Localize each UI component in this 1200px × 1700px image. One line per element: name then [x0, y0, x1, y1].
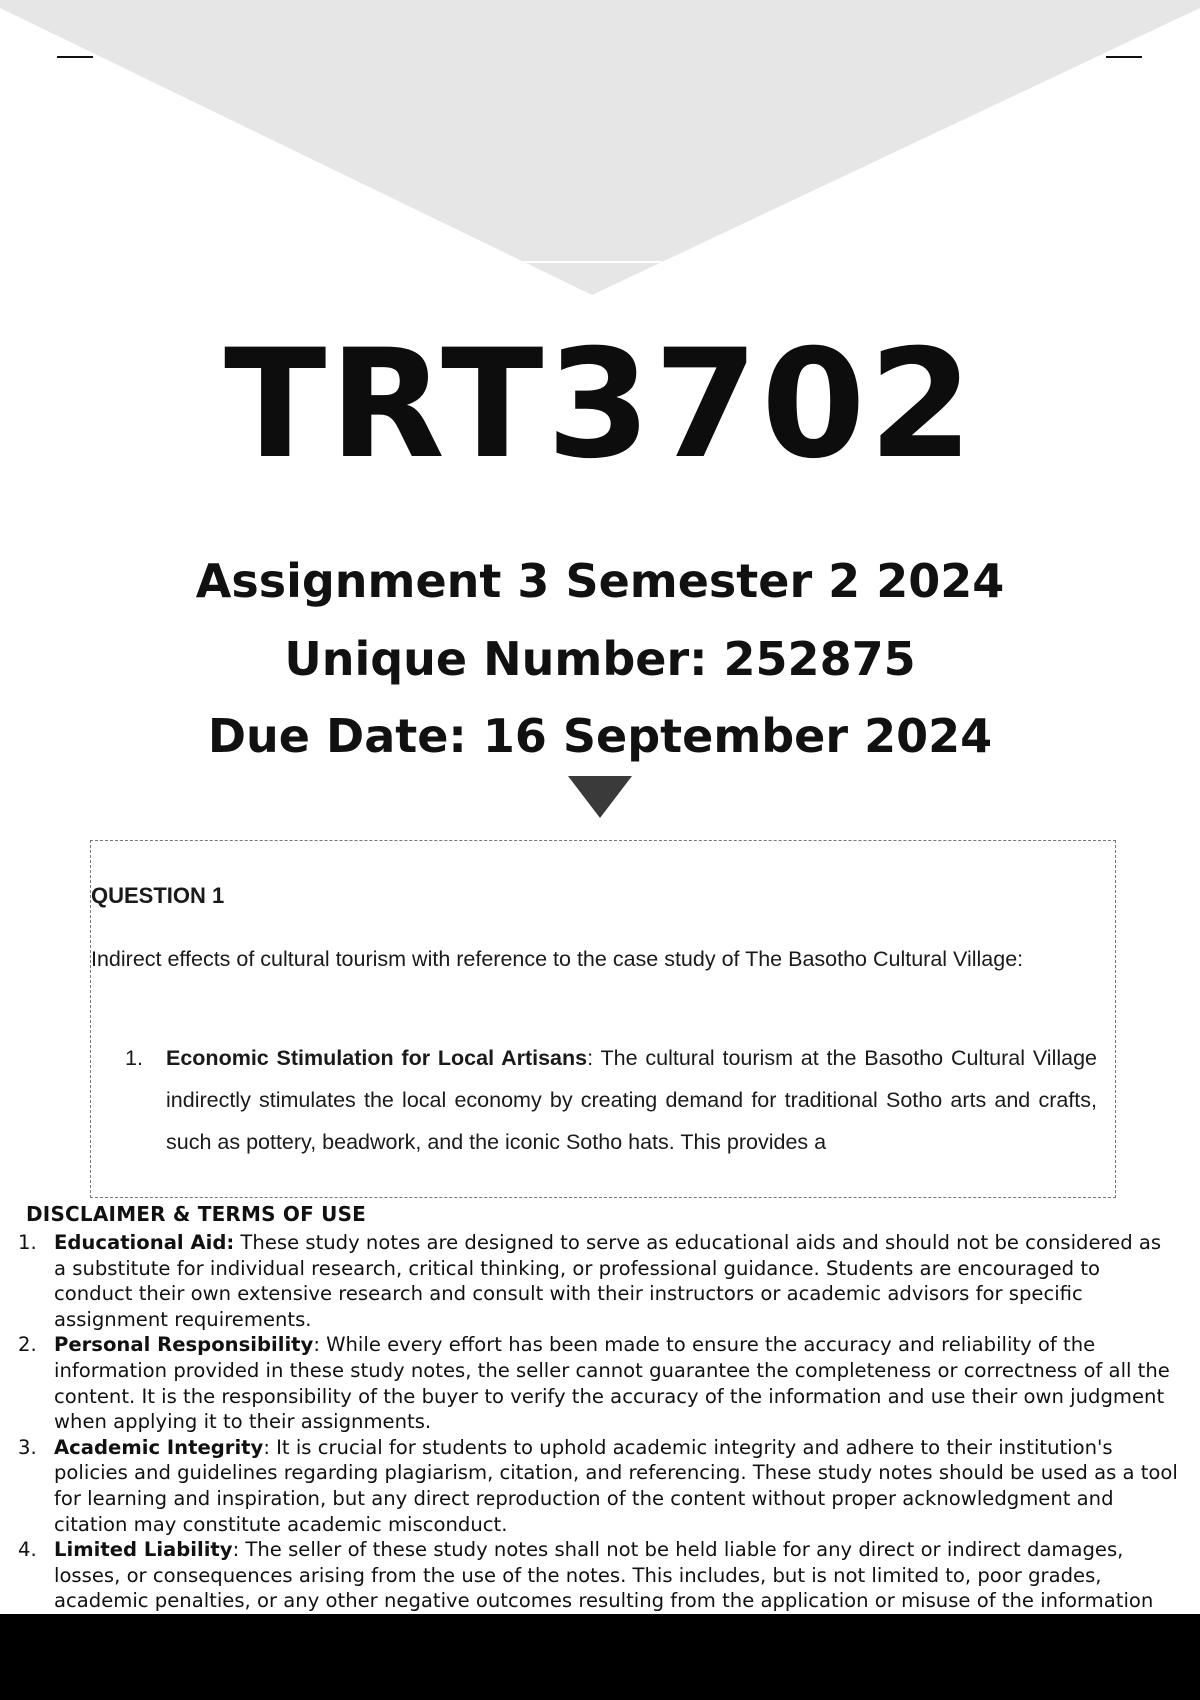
- disclaimer-item-text: These study notes are designed to serve as educational aids and should not be considered as a substitute for individual research, critical thinking, or professional guidance. Students are encouraged to conduct their own extensive research and consult with their instructors or academic advisors for specific assignment requirements.: [54, 1231, 1162, 1331]
- question-intro: Indirect effects of cultural tourism with reference to the case study of The Basotho Cultural Village:: [91, 947, 1024, 971]
- disclaimer-item-heading: Personal Responsibility: [54, 1333, 314, 1357]
- disclaimer-item-text: : While every effort has been made to ensure the accuracy and reliability of the information provided in these study notes, the seller cannot guarantee the completeness or correctness of all the content. It is the responsibility of the buyer to verify the accuracy of the information and use their own judgment when applying it to their assignments.: [54, 1333, 1170, 1434]
- assignment-title: Assignment 3 Semester 2 2024: [195, 554, 1005, 608]
- disclaimer-item-text: : The seller of these study notes shall not be held liable for any direct or indirect damages, losses, or consequences arising from the use of the notes. This includes, but is not limited to, poor grades, academic penalties, or any other negative outcomes resulting from the application or misuse of the information: [54, 1538, 1154, 1613]
- down-arrow-icon: [568, 776, 632, 818]
- due-date: Due Date: 16 September 2024: [207, 709, 993, 763]
- list-item-text: : The cultural tourism at the Basotho Cultural Village indirectly stimulates the local economy by creating demand for traditional Sotho arts and crafts, such as pottery, beadwork, and the iconic Sotho hats. This provides a: [166, 1046, 1097, 1154]
- disclaimer-item-text: : It is crucial for students to uphold academic integrity and adhere to their institution's policies and guidelines regarding plagiarism, citation, and referencing. These study notes should be used as a tool for learning and inspiration, but any direct reproduction of the content without proper acknowledgment and citation may constitute academic misconduct.: [54, 1435, 1178, 1536]
- disclaimer-item-heading: Educational Aid:: [54, 1231, 235, 1254]
- list-item-number: 1.: [125, 1046, 143, 1070]
- course-code-title: TRT3702: [224, 318, 976, 492]
- disclaimer-item-heading: Academic Integrity: [54, 1435, 264, 1459]
- disclaimer-section: [0, 1202, 1200, 1614]
- corner-mark-left: [57, 56, 93, 58]
- question-preview-box: [90, 840, 1116, 1198]
- list-item-heading: Economic Stimulation for Local Artisans: [166, 1046, 588, 1070]
- disclaimer-item-heading: Limited Liability: [54, 1538, 233, 1562]
- disclaimer-item: [18, 1537, 1178, 1614]
- question-title: QUESTION 1: [91, 883, 225, 908]
- corner-mark-right: [1106, 56, 1142, 58]
- disclaimer-item-number: 2.: [18, 1333, 37, 1357]
- unique-number: Unique Number: 252875: [284, 632, 916, 686]
- disclaimer-list: [18, 1230, 1178, 1614]
- bottom-black-bar: [0, 1614, 1200, 1700]
- header-chevron-banner: [0, 0, 1200, 300]
- disclaimer-item: [18, 1332, 1178, 1434]
- disclaimer-item-number: 3.: [18, 1435, 37, 1459]
- disclaimer-item-number: 1.: [18, 1231, 37, 1254]
- disclaimer-item: [18, 1230, 1178, 1332]
- disclaimer-title: DISCLAIMER & TERMS OF USE: [26, 1202, 367, 1226]
- disclaimer-item: [18, 1435, 1178, 1537]
- question-list-item: [125, 1037, 1097, 1163]
- disclaimer-item-number: 4.: [18, 1538, 37, 1562]
